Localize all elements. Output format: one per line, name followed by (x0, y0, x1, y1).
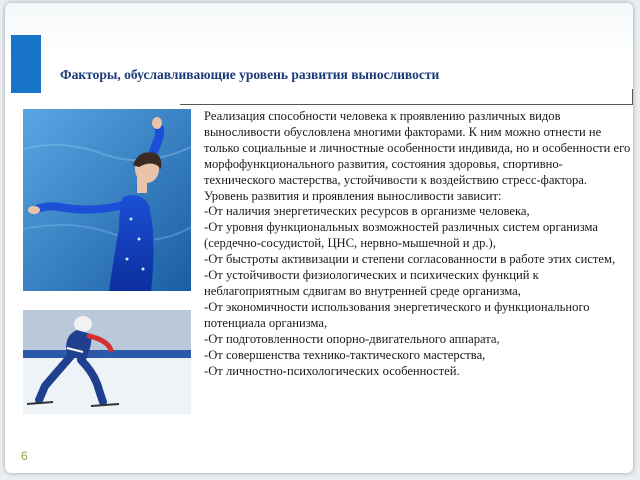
list-item: -От наличия энергетических ресурсов в организме человека, (204, 204, 530, 219)
paragraph-intro: Реализация способности человека к проявлению различных видов выносливости обусловлена многими факторами. К ним можно отнести не только социальные и личностные особенности индивида, но и особенности его морфофункционального развития, состояния здоровья, спортивно-технического мастерства, устойчивости к воздействию стресс-фактора. (204, 109, 631, 187)
slide-title: Факторы, обуславливающие уровень развития выносливости (60, 67, 440, 82)
accent-bar (11, 35, 41, 93)
list-item: -От совершенства технико-тактического мастерства, (204, 347, 486, 362)
title-rule (180, 104, 633, 105)
gymnast-photo (23, 109, 191, 291)
body-text (204, 109, 632, 379)
list-item: -От экономичности использования энергетического и функционального потенциала организма, (204, 299, 590, 330)
slide (5, 3, 633, 473)
paragraph-heading: Уровень развития и проявления выносливости зависит: (204, 188, 502, 203)
list-item: -От устойчивости физиологических и психических функций к неблагоприятным сдвигам во внутренней среде организма, (204, 268, 539, 298)
list-item: -От уровня функциональных возможностей различных систем организма (сердечно-сосудистой, ЦНС, нервно-мышечной и др.), (204, 220, 598, 251)
speed-skater-figure-icon (23, 310, 191, 414)
gymnast-figure-icon (23, 109, 191, 291)
title-rule-end (632, 89, 633, 105)
list-item: -От быстроты активизации и степени согласованности в работе этих систем, (204, 252, 616, 267)
list-item: -От подготовленности опорно-двигательного аппарата, (204, 331, 500, 346)
page-number: 6 (21, 449, 28, 463)
speed-skater-photo (23, 310, 191, 414)
list-item: -От личностно-психологических особенностей. (204, 363, 460, 378)
